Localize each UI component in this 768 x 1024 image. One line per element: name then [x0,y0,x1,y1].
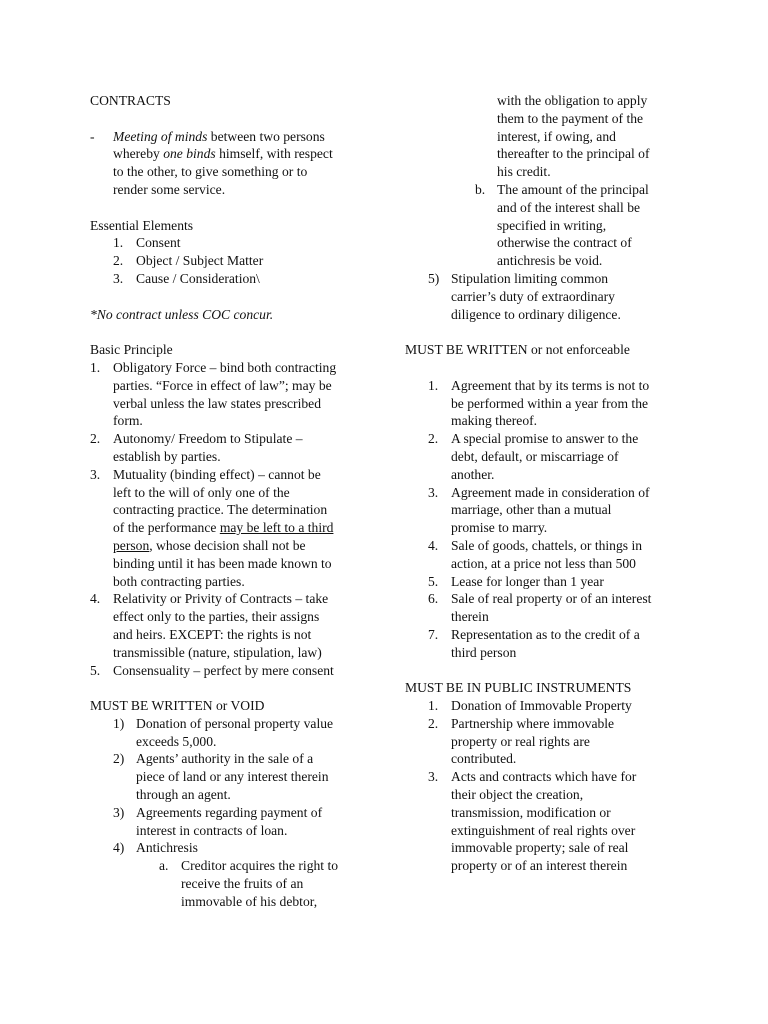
list-item: 2. Partnership where immovable property or real rights are contributed. [428,715,615,767]
list-item: 6. Sale of real property or of an interest therein [428,591,652,625]
written-or-void-heading: MUST BE WRITTEN or VOID [90,698,265,714]
list-item: 4. Relativity or Privity of Contracts – take effect only to the parties, their assigns and heirs. EXCEPT: the rights is not transmissible (nature, stipulation, law) [90,591,329,660]
list-item: 1. Agreement that by its terms is not to be performed within a year from the making thereof. [428,377,650,429]
written-or-void-list [90,715,375,911]
written-or-not-enforceable-heading: MUST BE WRITTEN or not enforceable [405,342,630,358]
list-item: 2. A special promise to answer to the debt, default, or miscarriage of another. [428,431,639,482]
list-item: 5. Lease for longer than 1 year [428,573,604,589]
underlined-phrase: may be left to a third [219,520,334,536]
list-item: 2. Object / Subject Matter [113,253,264,269]
sub-list-item-continued: with the obligation to apply them to the payment of the interest, if owing, and thereafter to the principal of his credit. [497,93,650,180]
list-item: 3. Agreement made in consideration of marriage, other than a mutual promise to marry. [428,484,650,536]
list-item: 3. Acts and contracts which have for their object the creation, transmission, modification or extinguishment of real rights over immovable property; sale of real property or of an interest therein [428,769,637,874]
list-item: 5. Consensuality – perfect by mere consent [90,662,334,678]
underlined-phrase: person [113,537,150,553]
list-item: 4) Antichresis [113,840,198,856]
public-instruments-heading: MUST BE IN PUBLIC INSTRUMENTS [405,680,632,696]
list-item: 3) Agreements regarding payment of interest in contracts of loan. [113,804,323,838]
definition: - Meeting of minds between two persons whereby one binds himself, with respect to the other, to give something or to render some service. [90,128,333,197]
list-item: 1) Donation of personal property value exceeds 5,000. [113,715,334,749]
dash-marker: - [90,128,95,144]
meeting-of-minds-term: Meeting of minds [113,128,208,144]
list-item: 4. Sale of goods, chattels, or things in action, at a price not less than 500 [428,537,643,571]
written-or-not-enforceable-list [405,377,695,662]
basic-principle-list [90,359,375,679]
sub-list-item: a. Creditor acquires the right to receive the fruits of an immovable of his debtor, [159,858,339,909]
basic-principle-heading: Basic Principle [90,342,173,358]
essential-elements-heading: Essential Elements [90,217,194,233]
list-item: 2) Agents’ authority in the sale of a piece of land or any interest therein through an agent. [113,751,329,803]
list-item: 3. Mutuality (binding effect) – cannot be left to the will of only one of the contracting practice. The determination of the performance may be left to a third person, whose decision shall not be binding until it has been made known to both contracting parties. [90,466,334,589]
list-item: 1. Consent [113,235,181,251]
coc-note: *No contract unless COC concur. [90,306,274,322]
essential-elements-list [90,234,375,287]
list-item: 7. Representation as to the credit of a third person [428,626,640,660]
sub-list-item: b. The amount of the principal and of the interest shall be specified in writing, otherwise the contract of antichresis be void. [475,181,649,269]
right-column [405,92,695,875]
list-item: 3. Cause / Consideration\ [113,270,260,286]
one-binds-term: one binds [163,146,216,162]
public-instruments-list [405,697,695,875]
list-item: 1. Donation of Immovable Property [428,698,632,714]
list-item: 2. Autonomy/ Freedom to Stipulate – establish by parties. [90,431,303,464]
page-title: CONTRACTS [90,93,171,108]
list-item: 5) Stipulation limiting common carrier’s duty of extraordinary diligence to ordinary diligence. [428,270,621,322]
list-item: 1. Obligatory Force – bind both contracting parties. “Force in effect of law”; may be verbal unless the law states prescribed form. [90,359,337,429]
left-column [90,92,375,911]
